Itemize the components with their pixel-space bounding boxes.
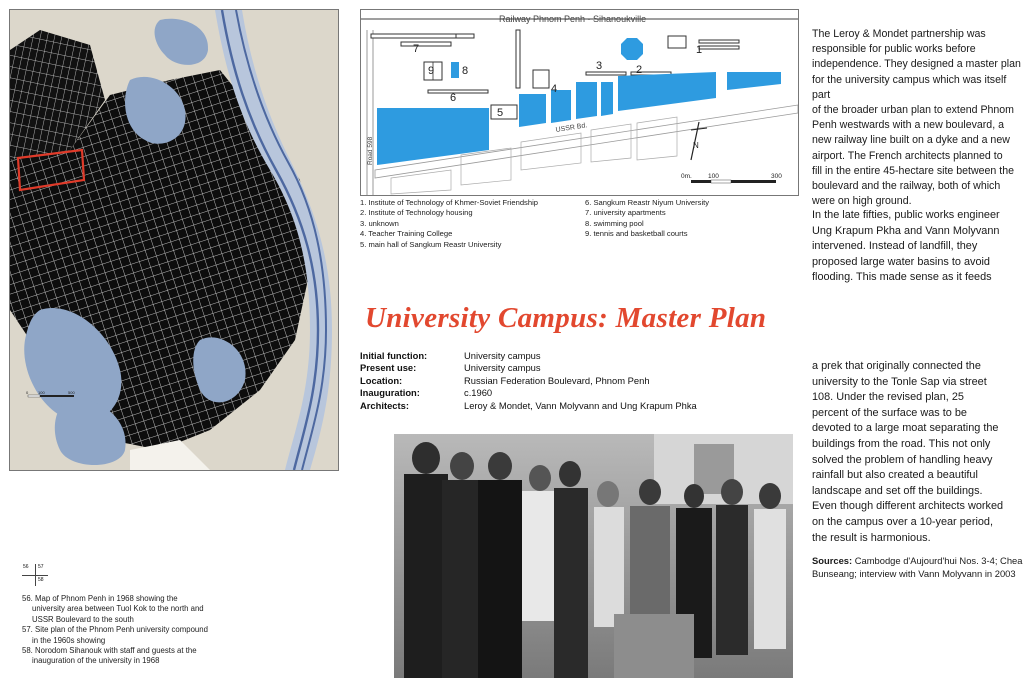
city-map-graphic <box>10 10 338 470</box>
legend-item: 5. main hall of Sangkum Reastr University <box>360 239 502 249</box>
map-scale-100: 100 <box>38 390 45 395</box>
caption-line: university area between Tuol Kok to the north and <box>32 604 204 614</box>
plan-num-3: 3 <box>596 60 603 72</box>
fact-value: University campus <box>464 362 541 374</box>
fact-row <box>360 400 697 412</box>
caption-line: in the 1960s showing <box>32 635 106 645</box>
sources-line1: Cambodge d'Aujourd'hui Nos. 3-4; Chea <box>852 555 1023 566</box>
text-line: landscape and set off the buildings. <box>812 484 983 497</box>
text-line: on the campus over a 10-year period, <box>812 515 994 528</box>
plan-scale-0: 0m. <box>681 173 692 180</box>
fact-label: Initial function: <box>360 350 428 361</box>
site-plan-graphic <box>361 10 798 195</box>
figure-key-58: 58 <box>38 577 44 583</box>
text-line: The Leroy & Mondet partnership was <box>812 28 986 40</box>
plan-num-9: 9 <box>428 65 435 77</box>
legend-item: 7. university apartments <box>585 208 666 218</box>
legend-item: 4. Teacher Training College <box>360 229 453 239</box>
text-line: the result is harmonious. <box>812 531 931 544</box>
plan-num-6: 6 <box>450 92 457 104</box>
text-line: Ung Krapum Pkha and Vann Molyvann <box>812 224 1000 237</box>
caption-line: 57. Site plan of the Phnom Penh university compound <box>22 625 208 635</box>
fact-value: c.1960 <box>464 387 493 399</box>
text-line: flooding. This made sense as it feeds <box>812 271 992 284</box>
ussr-blvd-label: USSR Bd. <box>555 122 588 134</box>
figure-key-56: 56 <box>23 564 29 570</box>
fact-label: Architects: <box>360 399 409 411</box>
text-line: solved the problem of handling heavy <box>812 453 993 466</box>
map-scale-0: 0 <box>26 390 29 395</box>
figure-captions <box>22 594 252 667</box>
caption-line: 56. Map of Phnom Penh in 1968 showing the <box>22 594 178 603</box>
text-line: independence. They designed a master plan <box>812 58 1021 71</box>
phnom-penh-1968-map <box>9 9 339 471</box>
text-line: boulevard and the railway, both of which <box>812 180 1001 193</box>
plan-num-1: 1 <box>696 44 703 56</box>
second-paragraph <box>812 208 1027 286</box>
fact-value: Russian Federation Boulevard, Phnom Penh <box>464 374 650 386</box>
fact-row <box>360 350 697 362</box>
text-line: 108. Under the revised plan, 25 <box>812 391 964 404</box>
fact-row <box>360 362 697 374</box>
site-plan-legend-right <box>585 198 709 240</box>
map-scale-500: 500 <box>68 390 75 395</box>
text-line: university to the Tonle Sap via street <box>812 375 987 388</box>
sources-line2: Bunseang; interview with Vann Molyvann in 2003 <box>812 568 1016 579</box>
legend-item: 3. unknown <box>360 218 399 228</box>
fact-value: Leroy & Mondet, Vann Molyvann and Ung Krapum Phka <box>464 399 697 411</box>
sources-note <box>812 554 1027 580</box>
caption-line: USSR Boulevard to the south <box>32 614 134 624</box>
text-line: Penh westwards with a new boulevard, a <box>812 119 1004 132</box>
legend-item: 6. Sangkum Reastr Niyum University <box>585 198 710 207</box>
figure-key-57: 57 <box>38 564 44 570</box>
plan-num-7: 7 <box>413 43 420 55</box>
figure-key <box>22 564 48 586</box>
caption-line: 58. Norodom Sihanouk with staff and guests at the <box>22 646 197 656</box>
plan-scale-100: 100 <box>708 173 719 180</box>
legend-item: 1. Institute of Technology of Khmer-Soviet Friendship <box>360 198 538 207</box>
text-line: devoted to a large moat separating the <box>812 422 999 435</box>
plan-num-4: 4 <box>551 83 558 95</box>
text-line: for the university campus which was itself part <box>812 73 1007 101</box>
text-line: responsible for public works before <box>812 43 976 56</box>
legend-item: 2. Institute of Technology housing <box>360 208 473 218</box>
legend-item: 9. tennis and basketball courts <box>585 229 688 239</box>
inauguration-photo <box>394 434 793 678</box>
text-line: a prek that originally connected the <box>812 360 981 372</box>
fact-row <box>360 387 697 399</box>
north-label: N <box>693 141 699 150</box>
fact-value: University campus <box>464 350 541 361</box>
plan-num-5: 5 <box>497 107 504 119</box>
sources-label: Sources: <box>812 555 853 566</box>
text-line: airport. The French architects planned to <box>812 149 1003 162</box>
fact-label: Inauguration: <box>360 387 420 399</box>
plan-num-8: 8 <box>462 65 469 77</box>
site-plan-legend-left <box>360 198 538 250</box>
intro-paragraph <box>812 27 1027 209</box>
fact-row <box>360 375 697 387</box>
caption-line: inauguration of the university in 1968 <box>32 656 160 666</box>
text-line: percent of the surface was to be <box>812 406 967 419</box>
fact-label: Location: <box>360 374 403 386</box>
campus-site-plan <box>360 9 799 196</box>
plan-scale-300: 300 <box>771 173 782 180</box>
fact-label: Present use: <box>360 362 417 374</box>
legend-item: 8. swimming pool <box>585 218 644 228</box>
text-line: Even though different architects worked <box>812 500 1004 513</box>
text-line: of the broader urban plan to extend Phnom <box>812 104 1015 117</box>
road-598-label: Road 598 <box>367 136 374 165</box>
text-line: rainfall but also created a beautiful <box>812 469 978 482</box>
text-line: In the late fifties, public works engineer <box>812 209 1000 221</box>
building-facts <box>360 350 697 412</box>
text-line: intervened. Instead of landfill, they <box>812 240 978 253</box>
text-line: were on high ground. <box>812 195 912 208</box>
text-line: fill in the entire 45-hectare site between the <box>812 164 1014 177</box>
text-line: proposed large water basins to avoid <box>812 255 990 268</box>
page-title: University Campus: Master Plan <box>365 302 767 334</box>
text-line: new railway line built on a dyke and a new <box>812 134 1010 147</box>
photo-graphic <box>394 434 793 678</box>
plan-num-2: 2 <box>636 64 643 76</box>
railway-label: Railway Phnom Penh - Sihanoukville <box>499 14 647 24</box>
text-line: buildings from the road. This not only <box>812 437 991 450</box>
third-paragraph <box>812 359 1027 546</box>
